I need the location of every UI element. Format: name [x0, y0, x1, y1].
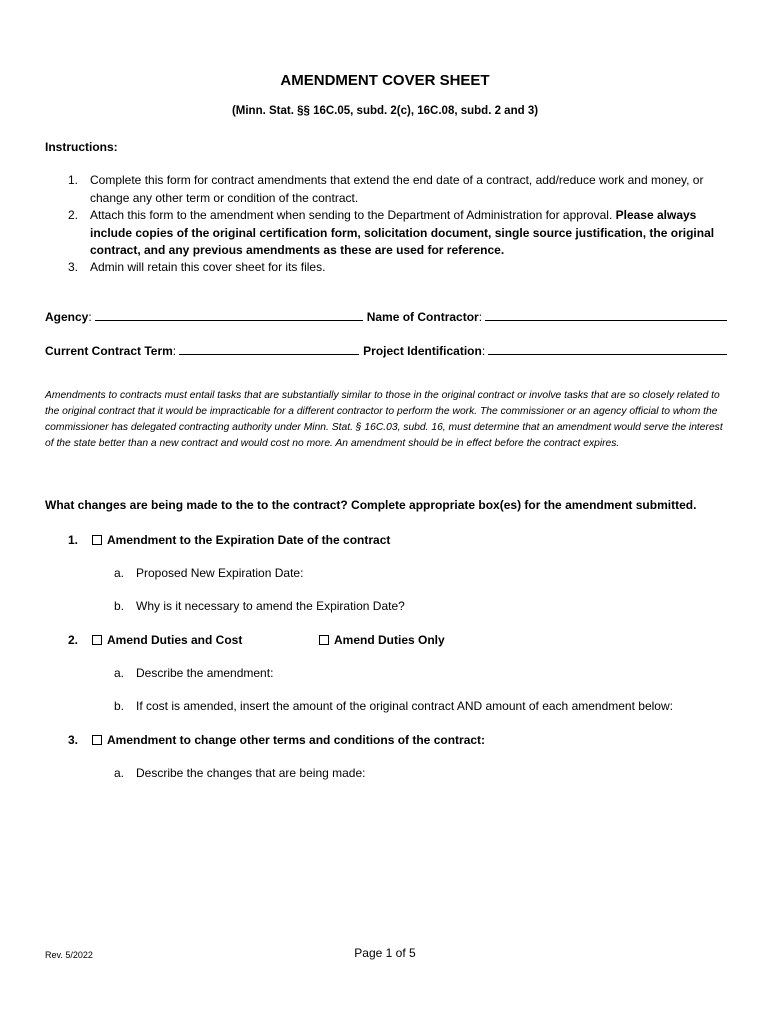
option-number: 3.: [68, 733, 79, 747]
changes-question: What changes are being made to the to the contract? Complete appropriate box(es) for the amendment submitted.: [45, 498, 697, 512]
agency-colon: :: [88, 310, 92, 324]
option-1-row: [68, 533, 390, 547]
option-2-alt-row: [319, 633, 445, 647]
project-id-label: Project Identification: [363, 344, 482, 358]
instruction-number: 3.: [68, 260, 79, 274]
project-id-field[interactable]: [488, 341, 727, 355]
sub-letter: a.: [114, 666, 125, 680]
agency-field[interactable]: [95, 307, 363, 321]
agency-label: Agency: [45, 310, 89, 324]
amendment-note: Amendments to contracts must entail tasks that are substantially similar to those in the original contract or involve tasks that are so closely related to the original contract that it would be impracticable for a different contractor to perform the work. The commissioner or an agency official to whom the commissioner has delegated contracting authority under Minn. Stat. § 16C.03, subd. 16, must determine that an amendment would serve the interest of the state better than a new contract and would cost no more. An amendment should be in effect before the contract expires.: [45, 390, 723, 449]
instruction-text-wrapper: [90, 207, 728, 260]
sub-text: Describe the changes that are being made:: [136, 766, 366, 780]
contract-term-field[interactable]: [179, 341, 359, 355]
expiration-date-checkbox[interactable]: [92, 535, 102, 545]
option-2-row: [68, 633, 242, 647]
option-label: Amend Duties and Cost: [107, 633, 243, 647]
contractor-field[interactable]: [485, 307, 727, 321]
instruction-number: 2.: [68, 208, 79, 222]
agency-contractor-row: [45, 307, 727, 324]
instruction-item-2: [68, 207, 728, 260]
sub-text: Proposed New Expiration Date:: [136, 566, 304, 580]
instruction-text: Attach this form to the amendment when sending to the Department of Administration for approval.: [90, 208, 616, 222]
term-colon: :: [172, 344, 177, 358]
option-number: 2.: [68, 633, 79, 647]
option-3-row: [68, 733, 485, 747]
option-1b-row: [114, 599, 405, 613]
instruction-text: Complete this form for contract amendments that extend the end date of a contract, add/reduce work and money, or change any other term or condition of the contract.: [90, 173, 704, 205]
page-number: Page 1 of 5: [354, 946, 416, 960]
option-label: Amend Duties Only: [334, 633, 445, 647]
sub-letter: b.: [114, 599, 125, 613]
instruction-item-3: [68, 259, 728, 277]
revision-date: Rev. 5/2022: [45, 950, 93, 960]
term-project-row: [45, 341, 727, 358]
statute-reference: (Minn. Stat. §§ 16C.05, subd. 2(c), 16C.08, subd. 2 and 3): [231, 105, 539, 117]
project-colon: :: [481, 344, 486, 358]
instruction-text: Admin will retain this cover sheet for its files.: [90, 260, 326, 274]
option-1a-row: [114, 566, 303, 580]
instruction-bold-text: Please always include copies of the original certification form, solicitation document, single source justification, the original contract, and any previous amendments as these are used for reference.: [90, 208, 715, 257]
sub-text: Why is it necessary to amend the Expiration Date?: [136, 599, 405, 613]
duties-cost-checkbox[interactable]: [92, 635, 102, 645]
option-label: Amendment to change other terms and conditions of the contract:: [107, 733, 486, 747]
option-2b-row: [114, 699, 673, 713]
sub-letter: a.: [114, 766, 125, 780]
option-2a-row: [114, 666, 273, 680]
instructions-heading: Instructions:: [45, 140, 118, 154]
option-3a-row: [114, 766, 365, 780]
sub-text: If cost is amended, insert the amount of the original contract AND amount of each amendment below:: [136, 699, 673, 713]
instruction-number: 1.: [68, 173, 79, 187]
sub-text: Describe the amendment:: [136, 666, 274, 680]
sub-letter: a.: [114, 566, 125, 580]
option-label: Amendment to the Expiration Date of the contract: [107, 533, 391, 547]
duties-only-checkbox[interactable]: [319, 635, 329, 645]
other-terms-checkbox[interactable]: [92, 735, 102, 745]
sub-letter: b.: [114, 699, 125, 713]
page-title: AMENDMENT COVER SHEET: [280, 72, 490, 89]
contract-term-label: Current Contract Term: [45, 344, 173, 358]
contractor-label: Name of Contractor: [366, 310, 479, 324]
option-number: 1.: [68, 533, 79, 547]
instruction-item-1: [68, 172, 728, 207]
contractor-colon: :: [478, 310, 483, 324]
